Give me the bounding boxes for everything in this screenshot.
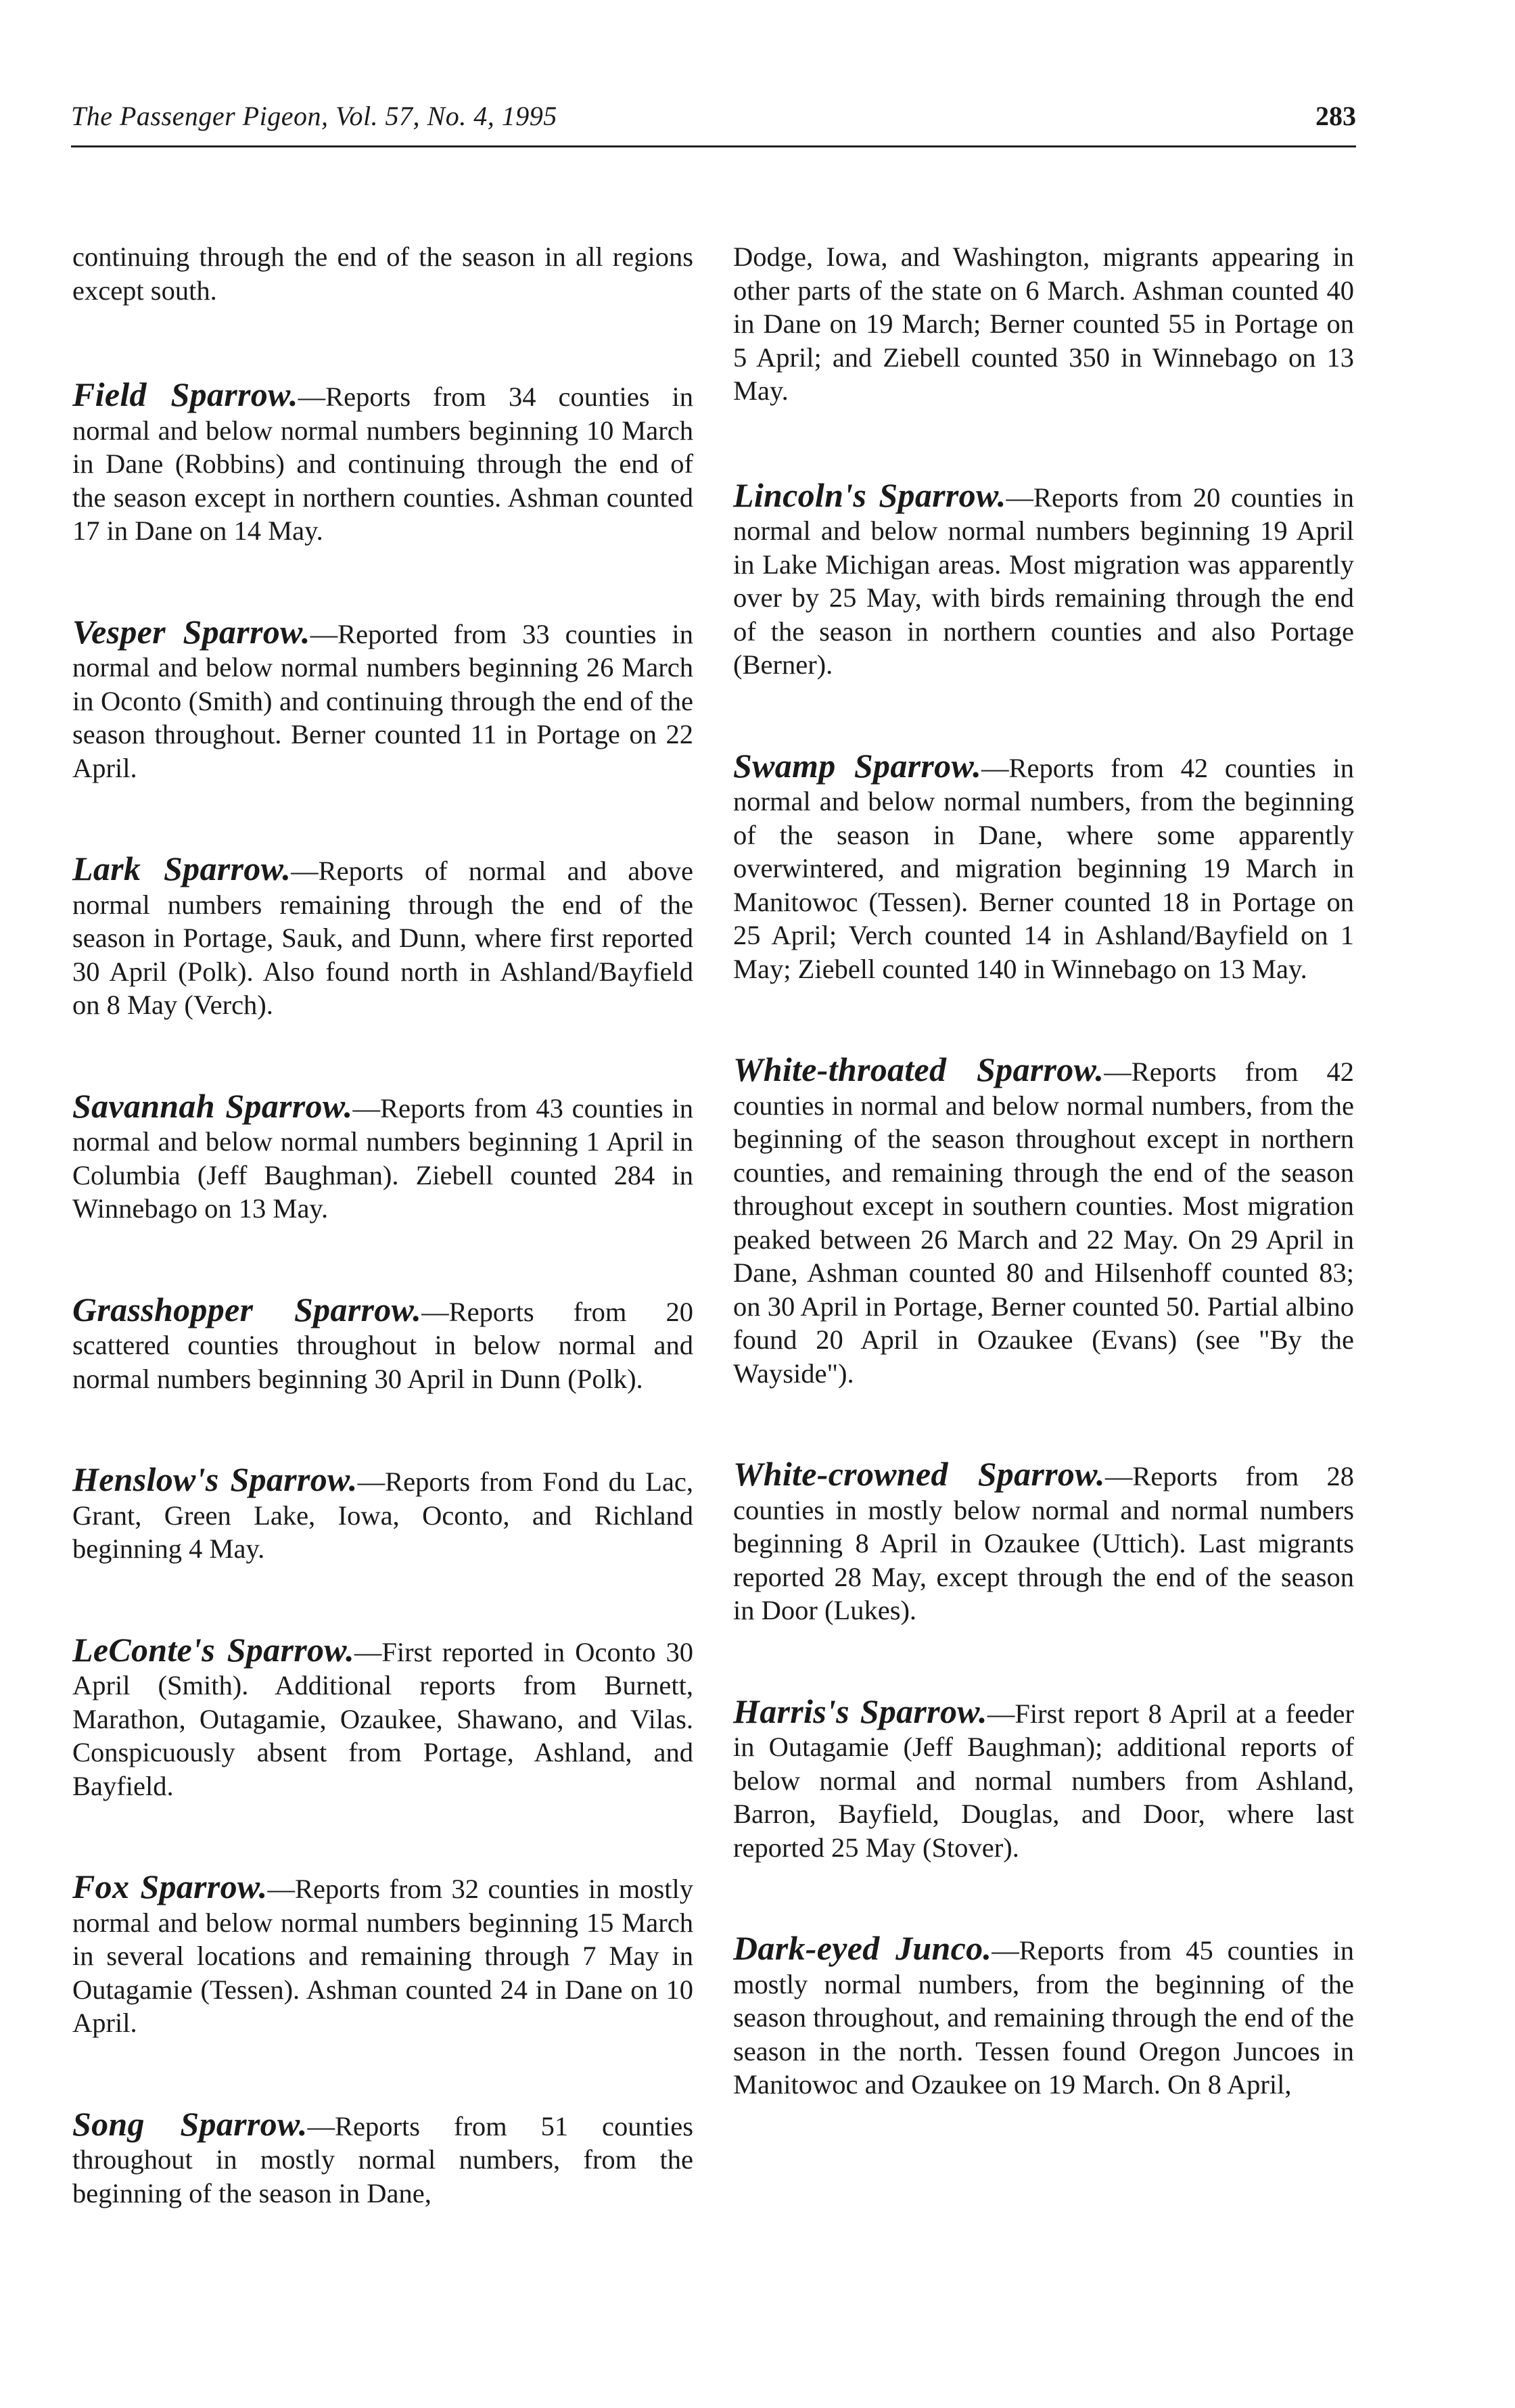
species-account: —First report 8 April at a feeder in Outagamie (Jeff Baughman); additional reports of below normal and normal numbers from Ashland, Barron, Bayfield, Douglas, and Door, where last reported 25 May (Stover). [733, 1698, 1354, 1863]
species-name: Swamp Sparrow. [733, 746, 982, 785]
species-account: —Reports from 45 counties in mostly normal numbers, from the beginning of the season throughout, and remaining through the end of the season in the north. Tessen found Oregon Juncoes in Manitowoc and Ozaukee on 19 March. On 8 April, [733, 1935, 1354, 2100]
species-name: Vesper Sparrow. [72, 612, 310, 651]
species-name: Dark-eyed Junco. [733, 1929, 992, 1967]
species-account: —Reports from 43 counties in normal and below normal numbers beginning 1 April in Columbia (Jeff Baughman). Ziebell counted 284 in Winnebago on 13 May. [72, 1092, 693, 1224]
continuation-text: continuing through the end of the season in all regions except south. [72, 241, 693, 306]
species-entry-white-throated-sparrow [733, 1050, 1354, 1390]
species-name: Grasshopper Sparrow. [72, 1290, 422, 1328]
species-entry-white-crowned-sparrow [733, 1455, 1355, 1627]
species-entry-harriss-sparrow [733, 1692, 1354, 1865]
right-column [733, 240, 1354, 2169]
page-number: 283 [1315, 101, 1356, 131]
running-header [71, 95, 1356, 147]
species-name: Lark Sparrow. [72, 850, 292, 887]
species-entry-vesper-sparrow [72, 612, 694, 785]
species-name: Field Sparrow. [72, 375, 298, 413]
species-entry-fox-sparrow [72, 1870, 693, 2040]
species-name: Harris's Sparrow. [733, 1692, 987, 1730]
species-account: —First reported in Oconto 30 April (Smith). Additional reports from Burnett, Marathon, Outagamie, Ozaukee, Shawano, and Vilas. Conspicuously absent from Portage, Ashland, and Bayfield. [72, 1636, 693, 1801]
species-entry-grasshopper-sparrow [72, 1290, 693, 1396]
species-name: LeConte's Sparrow. [72, 1630, 354, 1669]
journal-title: The Passenger Pigeon, Vol. 57, No. 4, 1995 [71, 101, 557, 131]
species-entry-song-sparrow [72, 2104, 694, 2210]
species-entry-field-sparrow [72, 375, 693, 548]
species-name: Fox Sparrow. [72, 1868, 268, 1905]
species-entry-savannah-sparrow [72, 1086, 693, 1226]
species-name: White-throated Sparrow. [733, 1050, 1104, 1088]
continuation-text: Dodge, Iowa, and Washington, migrants appearing in other parts of the state on 6 March. Ashman counted 40 in Dane on 19 March; Berner counted 55 in Portage on 5 April; and Ziebell counted 350 in Winnebago on 13 May. [733, 241, 1354, 406]
species-account: —Reports from 28 counties in mostly below normal and normal numbers beginning 8 April in Ozaukee (Uttich). Last migrants reported 28 May, except through the end of the season in Door (Lukes). [733, 1461, 1355, 1625]
species-account: —Reports from 32 counties in mostly normal and below normal numbers beginning 15 March in several locations and remaining through 7 May in Outagamie (Tessen). Ashman counted 24 in Dane on 10 April. [72, 1874, 694, 2038]
species-entry-henslows-sparrow [72, 1460, 693, 1566]
species-account: —Reports from Fond du Lac, Grant, Green Lake, Iowa, Oconto, and Richland beginning 4 May. [72, 1466, 693, 1564]
species-account: —Reports from 20 scattered counties throughout in below normal and normal numbers beginning 30 April in Dunn (Polk). [72, 1296, 693, 1394]
species-entry-lecontes-sparrow [72, 1630, 693, 1803]
species-name: White-crowned Sparrow. [733, 1455, 1105, 1493]
species-entry-lark-sparrow [72, 852, 693, 1022]
species-account: —Reports from 42 counties in normal and below normal numbers, from the beginning of the season throughout except in northern counties, and remaining through the end of the season throughout except in southern counties. Most migration peaked between 26 March and 22 May. On 29 April in Dane, Ashman counted 80 and Hilsenhoff counted 83; on 30 April in Portage, Berner counted 50. Partial albino found 20 April in Ozaukee (Evans) (see "By the Wayside"). [733, 1057, 1354, 1389]
species-name: Savannah Sparrow. [72, 1086, 353, 1125]
left-column [72, 240, 693, 2277]
species-name: Henslow's Sparrow. [72, 1460, 358, 1498]
species-name: Lincoln's Sparrow. [733, 476, 1006, 514]
species-account: —Reports from 42 counties in normal and below normal numbers, from the beginning of the season in Dane, where some apparently overwintered, and migration beginning 19 March in Manitowoc (Tessen). Berner counted 18 in Portage on 25 April; Verch counted 14 in Ashland/Bayfield on 1 May; Ziebell counted 140 in Winnebago on 13 May. [733, 752, 1355, 984]
species-account: —Reports of normal and above normal numbers remaining through the end of the season in Portage, Sauk, and Dunn, where first reported 30 April (Polk). Also found north in Ashland/Bayfield on 8 May (Verch). [72, 856, 693, 1020]
species-entry-dark-eyed-junco [733, 1929, 1354, 2102]
species-account: —Reported from 33 counties in normal and below normal numbers beginning 26 March in Oconto (Smith) and continuing through the end of the season throughout. Berner counted 11 in Portage on 22 April. [72, 618, 694, 783]
species-name: Song Sparrow. [72, 2104, 308, 2143]
species-entry-lincolns-sparrow [733, 476, 1354, 682]
species-account: —Reports from 51 counties throughout in mostly normal numbers, from the beginning of the season in Dane, [72, 2110, 694, 2208]
species-entry-swamp-sparrow [733, 746, 1355, 986]
species-account: —Reports from 20 counties in normal and below normal numbers beginning 19 April in Lake Michigan areas. Most migration was apparently over by 25 May, with birds remaining through the end of the season in northern counties and also Portage (Berner). [733, 482, 1354, 680]
species-account: —Reports from 34 counties in normal and below normal numbers beginning 10 March in Dane (Robbins) and continuing through the end of the season except in northern counties. Ashman counted 17 in Dane on 14 May. [72, 381, 693, 546]
